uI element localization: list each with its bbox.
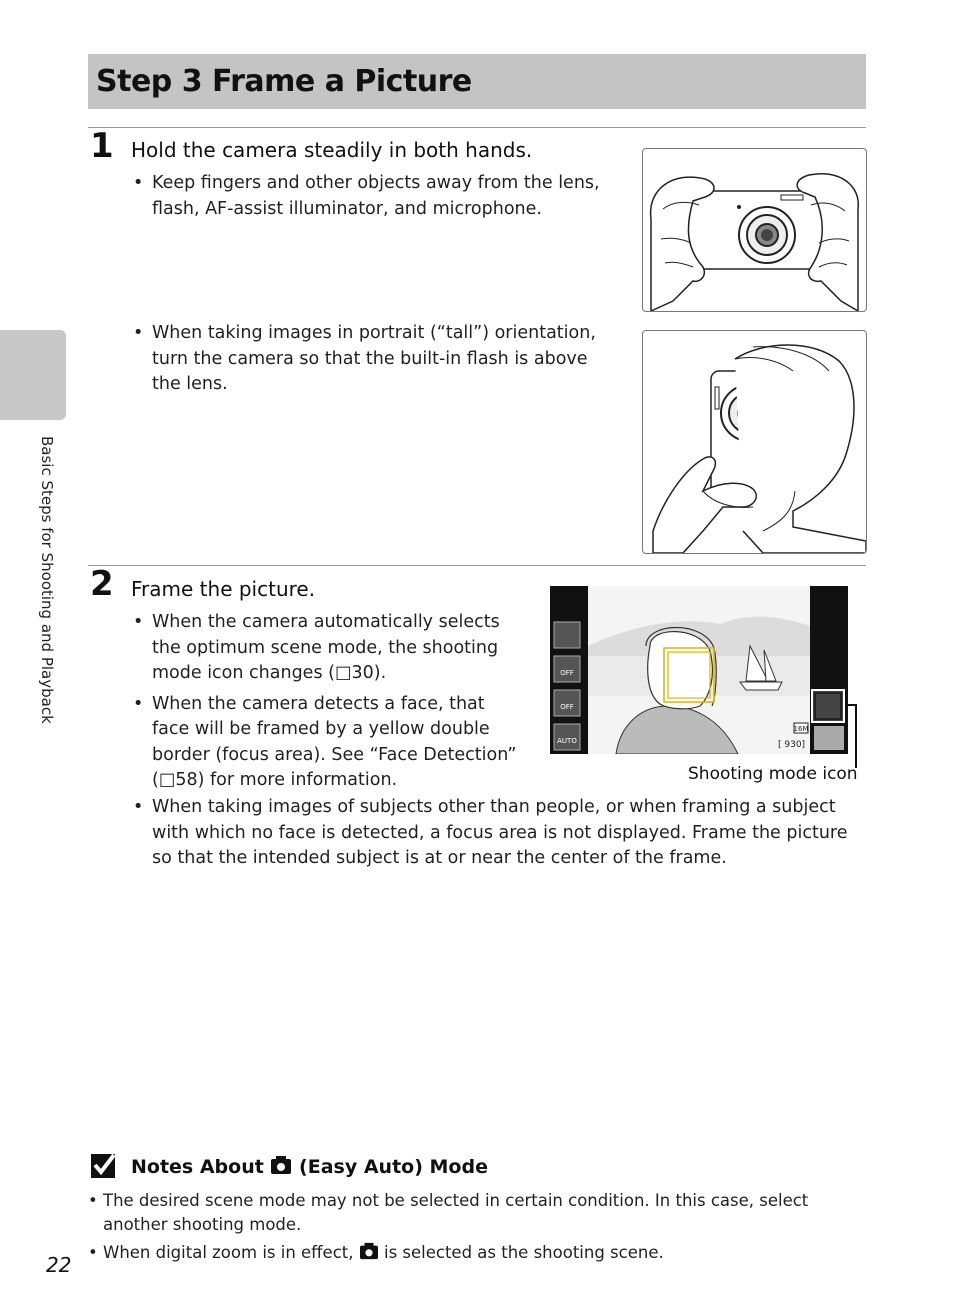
hands-holding-camera-portrait-image: [643, 331, 866, 553]
step-2-number: 2: [90, 564, 114, 604]
monitor-display-image: [550, 586, 848, 754]
step-1-number: 1: [90, 126, 114, 166]
step-1-bullet-2: • When taking images in portrait (“tall”) orientation, turn the camera so that the built-in flash is above the lens.: [131, 321, 616, 398]
macro-off-label: OFF: [560, 669, 574, 677]
step-1-bullet-1: • Keep fingers and other objects away from the lens, flash, AF-assist illuminator, and microphone.: [131, 171, 601, 222]
flash-auto-label: AUTO: [557, 737, 577, 745]
easy-auto-mode-icon: [270, 1155, 292, 1180]
step-1-bullets: [131, 171, 601, 227]
step-2-bullet-3: • When taking images of subjects other than people, or when framing a subject with which no face is detected, a focus area is not displayed. Frame the picture so that the intended subject is at or near the center of the frame.: [131, 795, 866, 872]
page-title: Step 3 Frame a Picture: [96, 64, 472, 99]
step-2-bullets-2: [131, 795, 866, 877]
step-2-bullet-2: • When the camera detects a face, that face will be framed by a yellow double border (focus area). See “Face Detection” (□58) for more information.: [131, 692, 526, 794]
checkmark-icon: [90, 1151, 118, 1183]
step-2-bullets: [131, 610, 526, 799]
divider: [88, 127, 866, 128]
image-size-label: 16M: [793, 725, 809, 733]
section-title-bar: [88, 54, 866, 109]
shooting-mode-icon-callout: Shooting mode icon: [688, 764, 858, 784]
camera-monitor-screen: [550, 586, 848, 754]
chapter-tab-label: Basic Steps for Shooting and Playback: [38, 436, 56, 724]
remaining-shots-label: [ 930]: [778, 740, 806, 750]
divider: [88, 565, 866, 566]
camera-portrait-illustration: [642, 330, 867, 554]
step-2-bullet-1: • When the camera automatically selects the optimum scene mode, the shooting mode icon changes (□30).: [131, 610, 526, 687]
notes-title: Notes About (Easy Auto) Mode: [131, 1156, 488, 1178]
page-number: 22: [46, 1253, 72, 1277]
easy-auto-mode-icon: [359, 1242, 379, 1267]
notes-list: [88, 1189, 848, 1271]
notes-item-2: • When digital zoom is in effect, is selected as the shooting scene.: [88, 1241, 848, 1267]
hands-holding-camera-image: [643, 149, 866, 311]
notes-item-1: • The desired scene mode may not be selected in certain condition. In this case, select another shooting mode.: [88, 1189, 848, 1237]
callout-line: [846, 704, 860, 768]
step-1-bullets-2: [131, 321, 616, 403]
timer-off-label: OFF: [560, 703, 574, 711]
chapter-tab: [0, 330, 66, 420]
camera-landscape-illustration: [642, 148, 867, 312]
step-2-heading: Frame the picture.: [131, 577, 316, 601]
step-1-heading: Hold the camera steadily in both hands.: [131, 138, 533, 162]
